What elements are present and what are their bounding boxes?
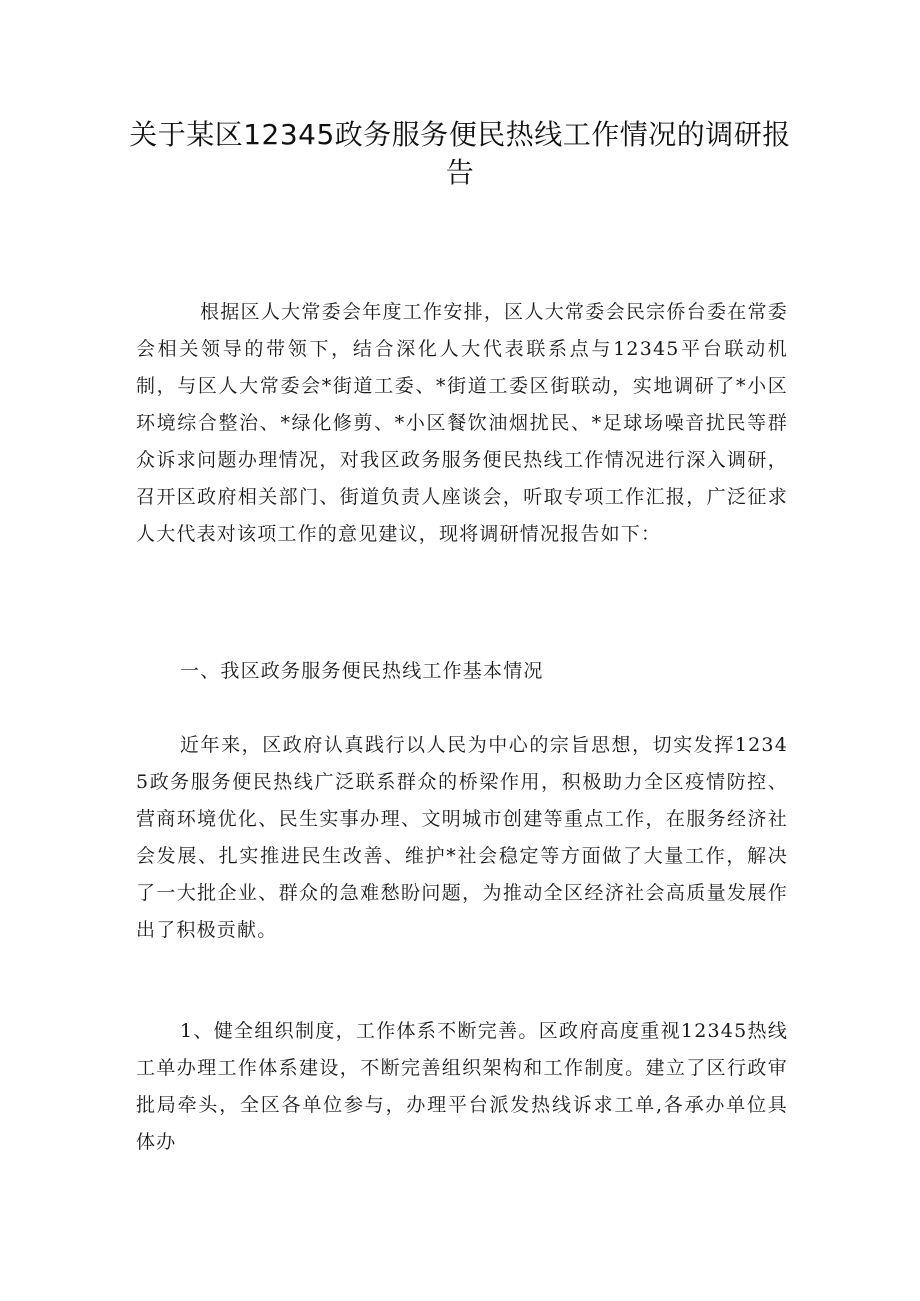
numbered-item-paragraph: 1、健全组织制度，工作体系不断完善。区政府高度重视12345热线工单办理工作体系建设，不断完善组织架构和工作制度。建立了区行政审批局牵头，全区各单位参与，办理平台派发热线诉求工单,各承办单位具体办 bbox=[136, 1020, 788, 1153]
document-title: 关于某区12345政务服务便民热线工作情况的调研报告 bbox=[129, 118, 791, 189]
intro-paragraph: 根据区人大常委会年度工作安排，区人大常委会民宗侨台委在常委会相关领导的带领下，结合深化人大代表联系点与12345平台联动机制，与区人大常委会*街道工委、*街道工委区街联动，实地调研了*小区环境综合整治、*绿化修剪、*小区餐饮油烟扰民、*足球场噪音扰民等群众诉求问题办理情况，对我区政务服务便民热线工作情况进行深入调研，召开区政府相关部门、街道负责人座谈会，听取专项工作汇报，广泛征求人大代表对该项工作的意见建议，现将调研情况报告如下： bbox=[136, 301, 788, 545]
section-paragraph: 近年来，区政府认真践行以人民为中心的宗旨思想，切实发挥12345政务服务便民热线广泛联系群众的桥梁作用，积极助力全区疫情防控、营商环境优化、民生实事办理、文明城市创建等重点工作，在服务经济社会发展、扎实推进民生改善、维护*社会稳定等方面做了大量工作，解决了一大批企业、群众的急难愁盼问题，为推动全区经济社会高质量发展作出了积极贡献。 bbox=[136, 734, 788, 941]
section-heading: 一、我区政务服务便民热线工作基本情况 bbox=[180, 660, 544, 682]
